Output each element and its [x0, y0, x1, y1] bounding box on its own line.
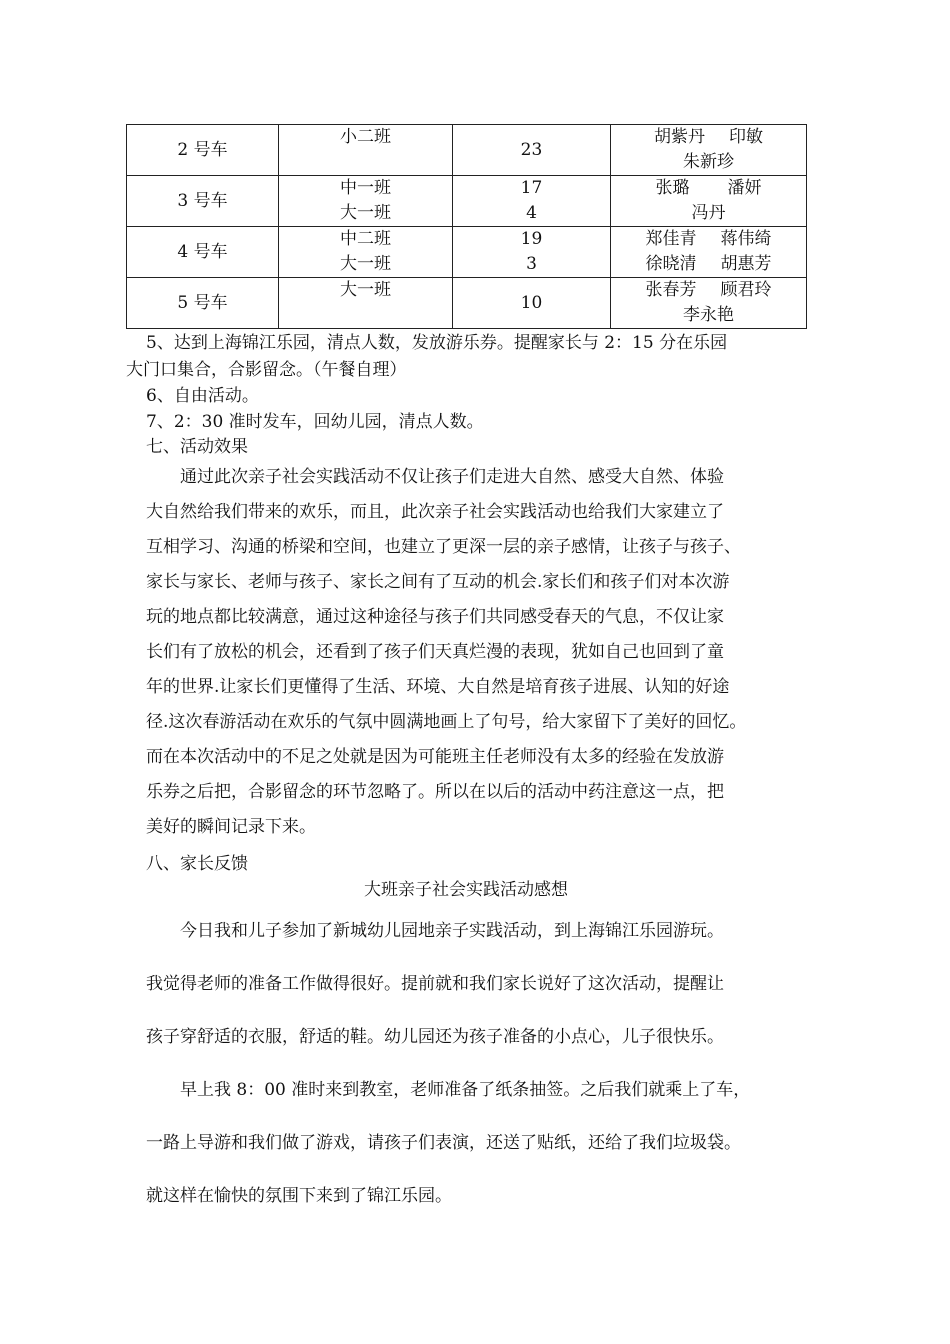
section-7-line: 互相学习、沟通的桥梁和空间，也建立了更深一层的亲子感情，让孩子与孩子、 [146, 537, 741, 557]
section-8-heading: 八、家长反馈 [146, 854, 248, 874]
class-cell: 中二班 大一班 [279, 227, 453, 278]
class-cell: 小二班 [279, 125, 453, 176]
feedback-line: 我觉得老师的准备工作做得很好。提前就和我们家长说好了这次活动，提醒让 [146, 974, 724, 994]
step-5-line-2: 大门口集合，合影留念。（午餐自理） [126, 360, 407, 380]
step-6: 6、自由活动。 [146, 386, 259, 406]
count-cell: 17 4 [453, 176, 611, 227]
section-7-line: 而在本次活动中的不足之处就是因为可能班主任老师没有太多的经验在发放游 [146, 747, 724, 767]
count-cell: 10 [453, 278, 611, 329]
section-7-line: 长们有了放松的机会，还看到了孩子们天真烂漫的表现，犹如自己也回到了童 [146, 642, 724, 662]
bus-number-cell: 5 号车 [127, 278, 279, 329]
bus-number-cell: 4 号车 [127, 227, 279, 278]
section-7-line: 家长与家长、老师与孩子、家长之间有了互动的机会.家长们和孩子们对本次游 [146, 572, 730, 592]
feedback-line: 孩子穿舒适的衣服，舒适的鞋。幼儿园还为孩子准备的小点心，儿子很快乐。 [146, 1027, 724, 1047]
feedback-line: 今日我和儿子参加了新城幼儿园地亲子实践活动，到上海锦江乐园游玩。 [180, 921, 724, 941]
step-7: 7、2：30 准时发车，回幼儿园，清点人数。 [146, 412, 484, 432]
feedback-line: 早上我 8：00 准时来到教室，老师准备了纸条抽签。之后我们就乘上了车， [180, 1080, 751, 1100]
section-7-line: 年的世界.让家长们更懂得了生活、环境、大自然是培育孩子进展、认知的好途 [146, 677, 730, 697]
section-7-line: 玩的地点都比较满意，通过这种途径与孩子们共同感受春天的气息，不仅让家 [146, 607, 724, 627]
teachers-cell: 张春芳 顾君玲 李永艳 [611, 278, 807, 329]
teachers-cell: 胡紫丹 印敏 朱新珍 [611, 125, 807, 176]
count-cell: 23 [453, 125, 611, 176]
step-5-line-1: 5、达到上海锦江乐园，清点人数，发放游乐券。提醒家长与 2：15 分在乐园 [146, 333, 728, 353]
bus-number-cell: 2 号车 [127, 125, 279, 176]
bus-assignment-table [126, 124, 807, 329]
section-7-line: 径.这次春游活动在欢乐的气氛中圆满地画上了句号，给大家留下了美好的回忆。 [146, 712, 747, 732]
feedback-line: 一路上导游和我们做了游戏，请孩子们表演，还送了贴纸，还给了我们垃圾袋。 [146, 1133, 741, 1153]
feedback-title: 大班亲子社会实践活动感想 [364, 880, 568, 900]
teachers-cell: 张璐 潘妍 冯丹 [611, 176, 807, 227]
table-row [127, 125, 807, 176]
section-7-line: 乐券之后把，合影留念的环节忽略了。所以在以后的活动中药注意这一点，把 [146, 782, 724, 802]
bus-number-cell: 3 号车 [127, 176, 279, 227]
table-row [127, 176, 807, 227]
class-cell: 大一班 [279, 278, 453, 329]
section-7-line: 通过此次亲子社会实践活动不仅让孩子们走进大自然、感受大自然、体验 [180, 467, 724, 487]
section-7-line: 大自然给我们带来的欢乐，而且，此次亲子社会实践活动也给我们大家建立了 [146, 502, 724, 522]
section-7-line: 美好的瞬间记录下来。 [146, 817, 316, 837]
class-cell: 中一班 大一班 [279, 176, 453, 227]
teachers-cell: 郑佳青 蒋伟绮 徐晓清 胡惠芳 [611, 227, 807, 278]
feedback-line: 就这样在愉快的氛围下来到了锦江乐园。 [146, 1186, 452, 1206]
section-7-heading: 七、活动效果 [146, 437, 248, 457]
table-row [127, 227, 807, 278]
table-row [127, 278, 807, 329]
count-cell: 19 3 [453, 227, 611, 278]
